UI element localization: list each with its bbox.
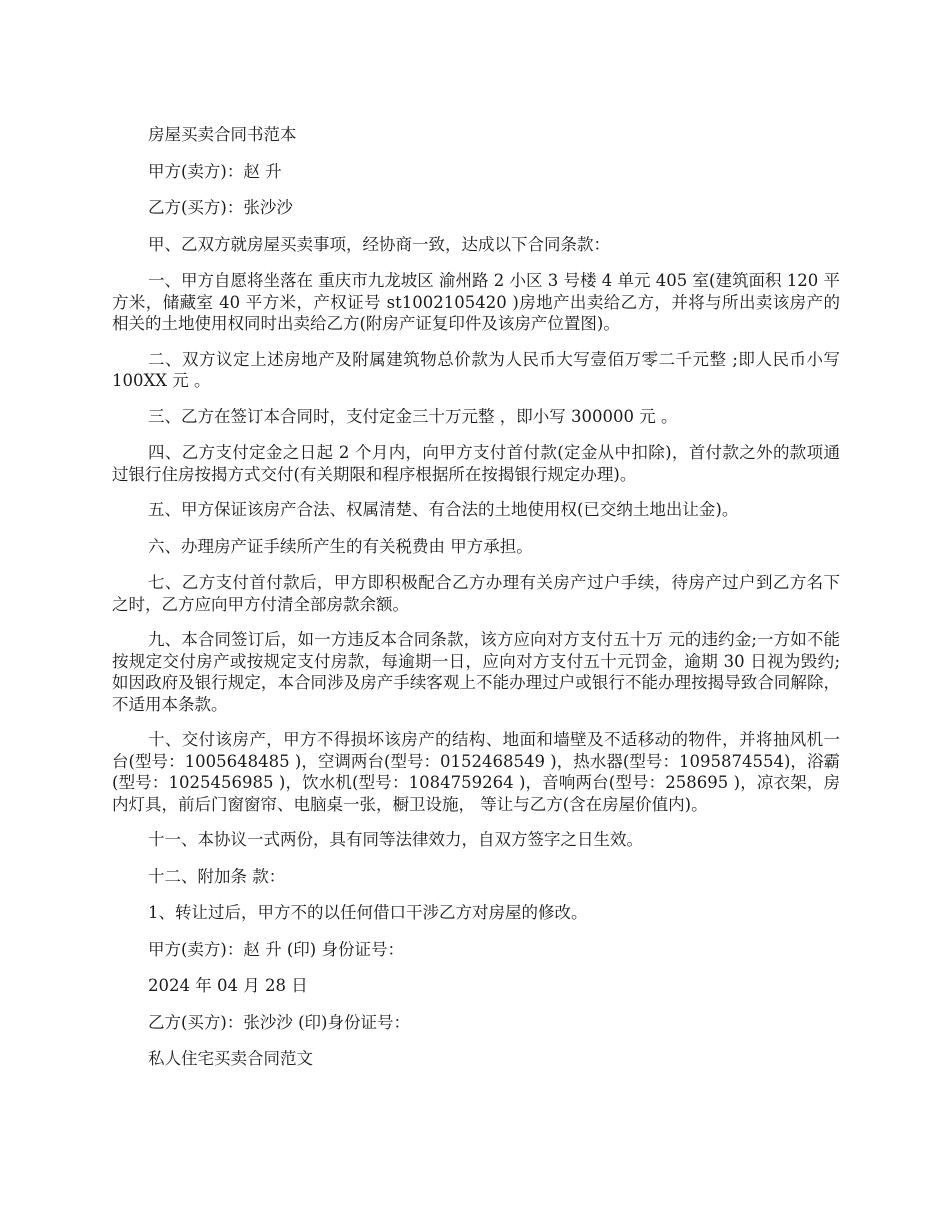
clause-7: 七、乙方支付首付款后，甲方即积极配合乙方办理有关房产过户手续，待房产过户到乙方名下之时，乙方应向甲方付清全部房款余额。 <box>112 573 840 614</box>
clause-3: 三、乙方在签订本合同时，支付定金三十万元整 ，即小写 300000 元 。 <box>148 406 678 426</box>
seller-signature-line: 甲方(卖方)：赵 升 (印) 身份证号： <box>148 939 404 959</box>
clause-11: 十一、本协议一式两份，具有同等法律效力，自双方签字之日生效。 <box>148 830 643 849</box>
buyer-signature-line: 乙方(买方)：张沙沙 (印)身份证号： <box>148 1012 410 1032</box>
document-body <box>112 124 840 1085</box>
clause-12: 十二、附加条 款： <box>148 866 286 886</box>
clause-9: 九、本合同签订后，如一方违反本合同条款，该方应向对方支付五十万 元的违约金;一方如不能按规定交付房产或按规定支付房款，每逾期一日，应向对方支付五十元罚金，逾期 30 日视为毁约;如因政府及银行规定，本合同涉及房产手续客观上不能办理过户或银行不能办理按揭导致合同解除，不适用本条款。 <box>112 630 840 714</box>
signing-date: 2024 年 04 月 28 日 <box>148 976 308 995</box>
clause-10: 十、交付该房产，甲方不得损坏该房产的结构、地面和墙壁及不适移动的物件，并将抽风机一台(型号：1005648485 )，空调两台(型号：0152468549 )，热水器(型号：1095874554)，浴霸(型号：1025456985 )，饮水机(型号：1084759264 )，音响两台(型号：258695 )，凉衣架，房内灯具，前后门窗窗帘、电脑桌一张，橱卫设施， 等让与乙方(含在房屋价值内)。 <box>112 730 840 814</box>
seller-line: 甲方(卖方)：赵 升 <box>148 161 282 181</box>
clause-5: 五、甲方保证该房产合法、权属清楚、有合法的土地使用权(已交纳土地出让金)。 <box>148 500 739 519</box>
clause-4: 四、乙方支付定金之日起 2 个月内，向甲方支付首付款(定金从中扣除)，首付款之外的款项通过银行住房按揭方式交付(有关期限和程序根据所在按揭银行规定办理)。 <box>112 443 840 484</box>
buyer-line: 乙方(买方)：张沙沙 <box>148 198 293 217</box>
intro-paragraph: 甲、乙双方就房屋买卖事项，经协商一致，达成以下合同条款： <box>148 234 610 254</box>
document-title: 房屋买卖合同书范本 <box>148 125 297 144</box>
clause-1: 一、甲方自愿将坐落在 重庆市九龙坡区 渝州路 2 小区 3 号楼 4 单元 405 室(建筑面积 120 平方米，储藏室 40 平方米，产权证号 st1002105420 )房地产出卖给乙方，并将与所出卖该房产的相关的土地使用权同时出卖给乙方(附房产证复印件及该房产位置图)。 <box>112 271 840 333</box>
clause-2: 二、双方议定上述房地产及附属建筑物总价款为人民币大写壹佰万零二千元整 ;即人民币小写 100XX 元 。 <box>112 349 840 390</box>
next-document-title: 私人住宅买卖合同范文 <box>148 1049 313 1068</box>
additional-clause-1: 1、转让过后，甲方不的以任何借口干涉乙方对房屋的修改。 <box>148 903 588 922</box>
clause-6: 六、办理房产证手续所产生的有关税费由 甲方承担。 <box>148 536 533 556</box>
